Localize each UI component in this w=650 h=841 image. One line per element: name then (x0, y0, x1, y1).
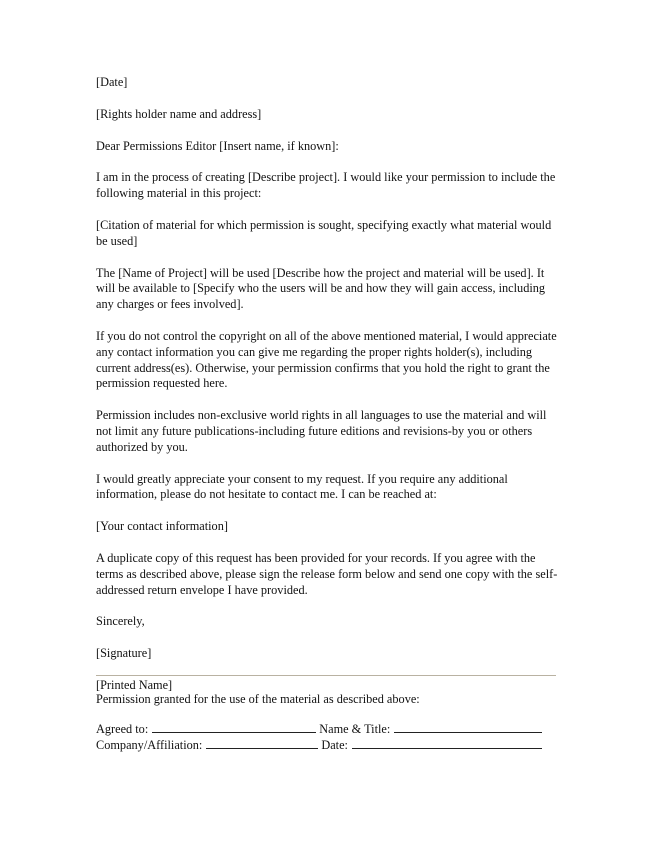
paragraph-citation: [Citation of material for which permission is sought, specifying exactly what material would be used] (96, 217, 552, 248)
company-label: Company/Affiliation: (96, 737, 203, 752)
release-intro: Permission granted for the use of the material as described above: (96, 692, 420, 706)
company-date-row (96, 737, 558, 753)
letter-date: [Date] (96, 75, 128, 89)
letter-body (96, 75, 558, 710)
date-field[interactable] (352, 737, 542, 749)
paragraph-copyright: If you do not control the copyright on all of the above mentioned material, I would appreciate any contact information you can give me regarding the proper rights holder(s), including current address(es). Otherwise, your permission confirms that you hold the right to grant the permission requested here. (96, 328, 557, 391)
contact-information: [Your contact information] (96, 519, 228, 534)
section-divider (96, 675, 556, 676)
closing: Sincerely, (96, 614, 145, 629)
paragraph-request: I would greatly appreciate your consent to my request. If you require any additional information, please do not hesitate to contact me. I can be reached at: (96, 471, 508, 502)
rights-holder-line: [Rights holder name and address] (96, 106, 262, 121)
salutation: Dear Permissions Editor [Insert name, if known]: (96, 138, 339, 153)
agreed-to-field[interactable] (152, 721, 316, 733)
date-label: Date: (321, 737, 348, 752)
release-form (96, 692, 558, 752)
paragraph-usage: The [Name of Project] will be used [Describe how the project and material will be used]. It will be available to [Specify who the users will be and how they will gain access, including any charges or fees involved]. (96, 265, 546, 312)
paragraph-duplicate: A duplicate copy of this request has been provided for your records. If you agree with the terms as described above, please sign the release form below and send one copy with the self-addressed return envelope I have provided. (96, 550, 558, 597)
signature-placeholder: [Signature] (96, 646, 152, 661)
paragraph-project: I am in the process of creating [Describe project]. I would like your permission to include the following material in this project: (96, 170, 556, 201)
name-title-field[interactable] (394, 721, 542, 733)
company-field[interactable] (206, 737, 318, 749)
agreed-name-row (96, 721, 558, 737)
name-title-label: Name & Title: (319, 721, 391, 736)
agreed-to-label: Agreed to: (96, 721, 149, 736)
printed-name-placeholder: [Printed Name] (96, 677, 173, 692)
paragraph-rights: Permission includes non-exclusive world rights in all languages to use the material and will not limit any future publications-including future editions and revisions-by you or others authorized by you. (96, 408, 547, 454)
